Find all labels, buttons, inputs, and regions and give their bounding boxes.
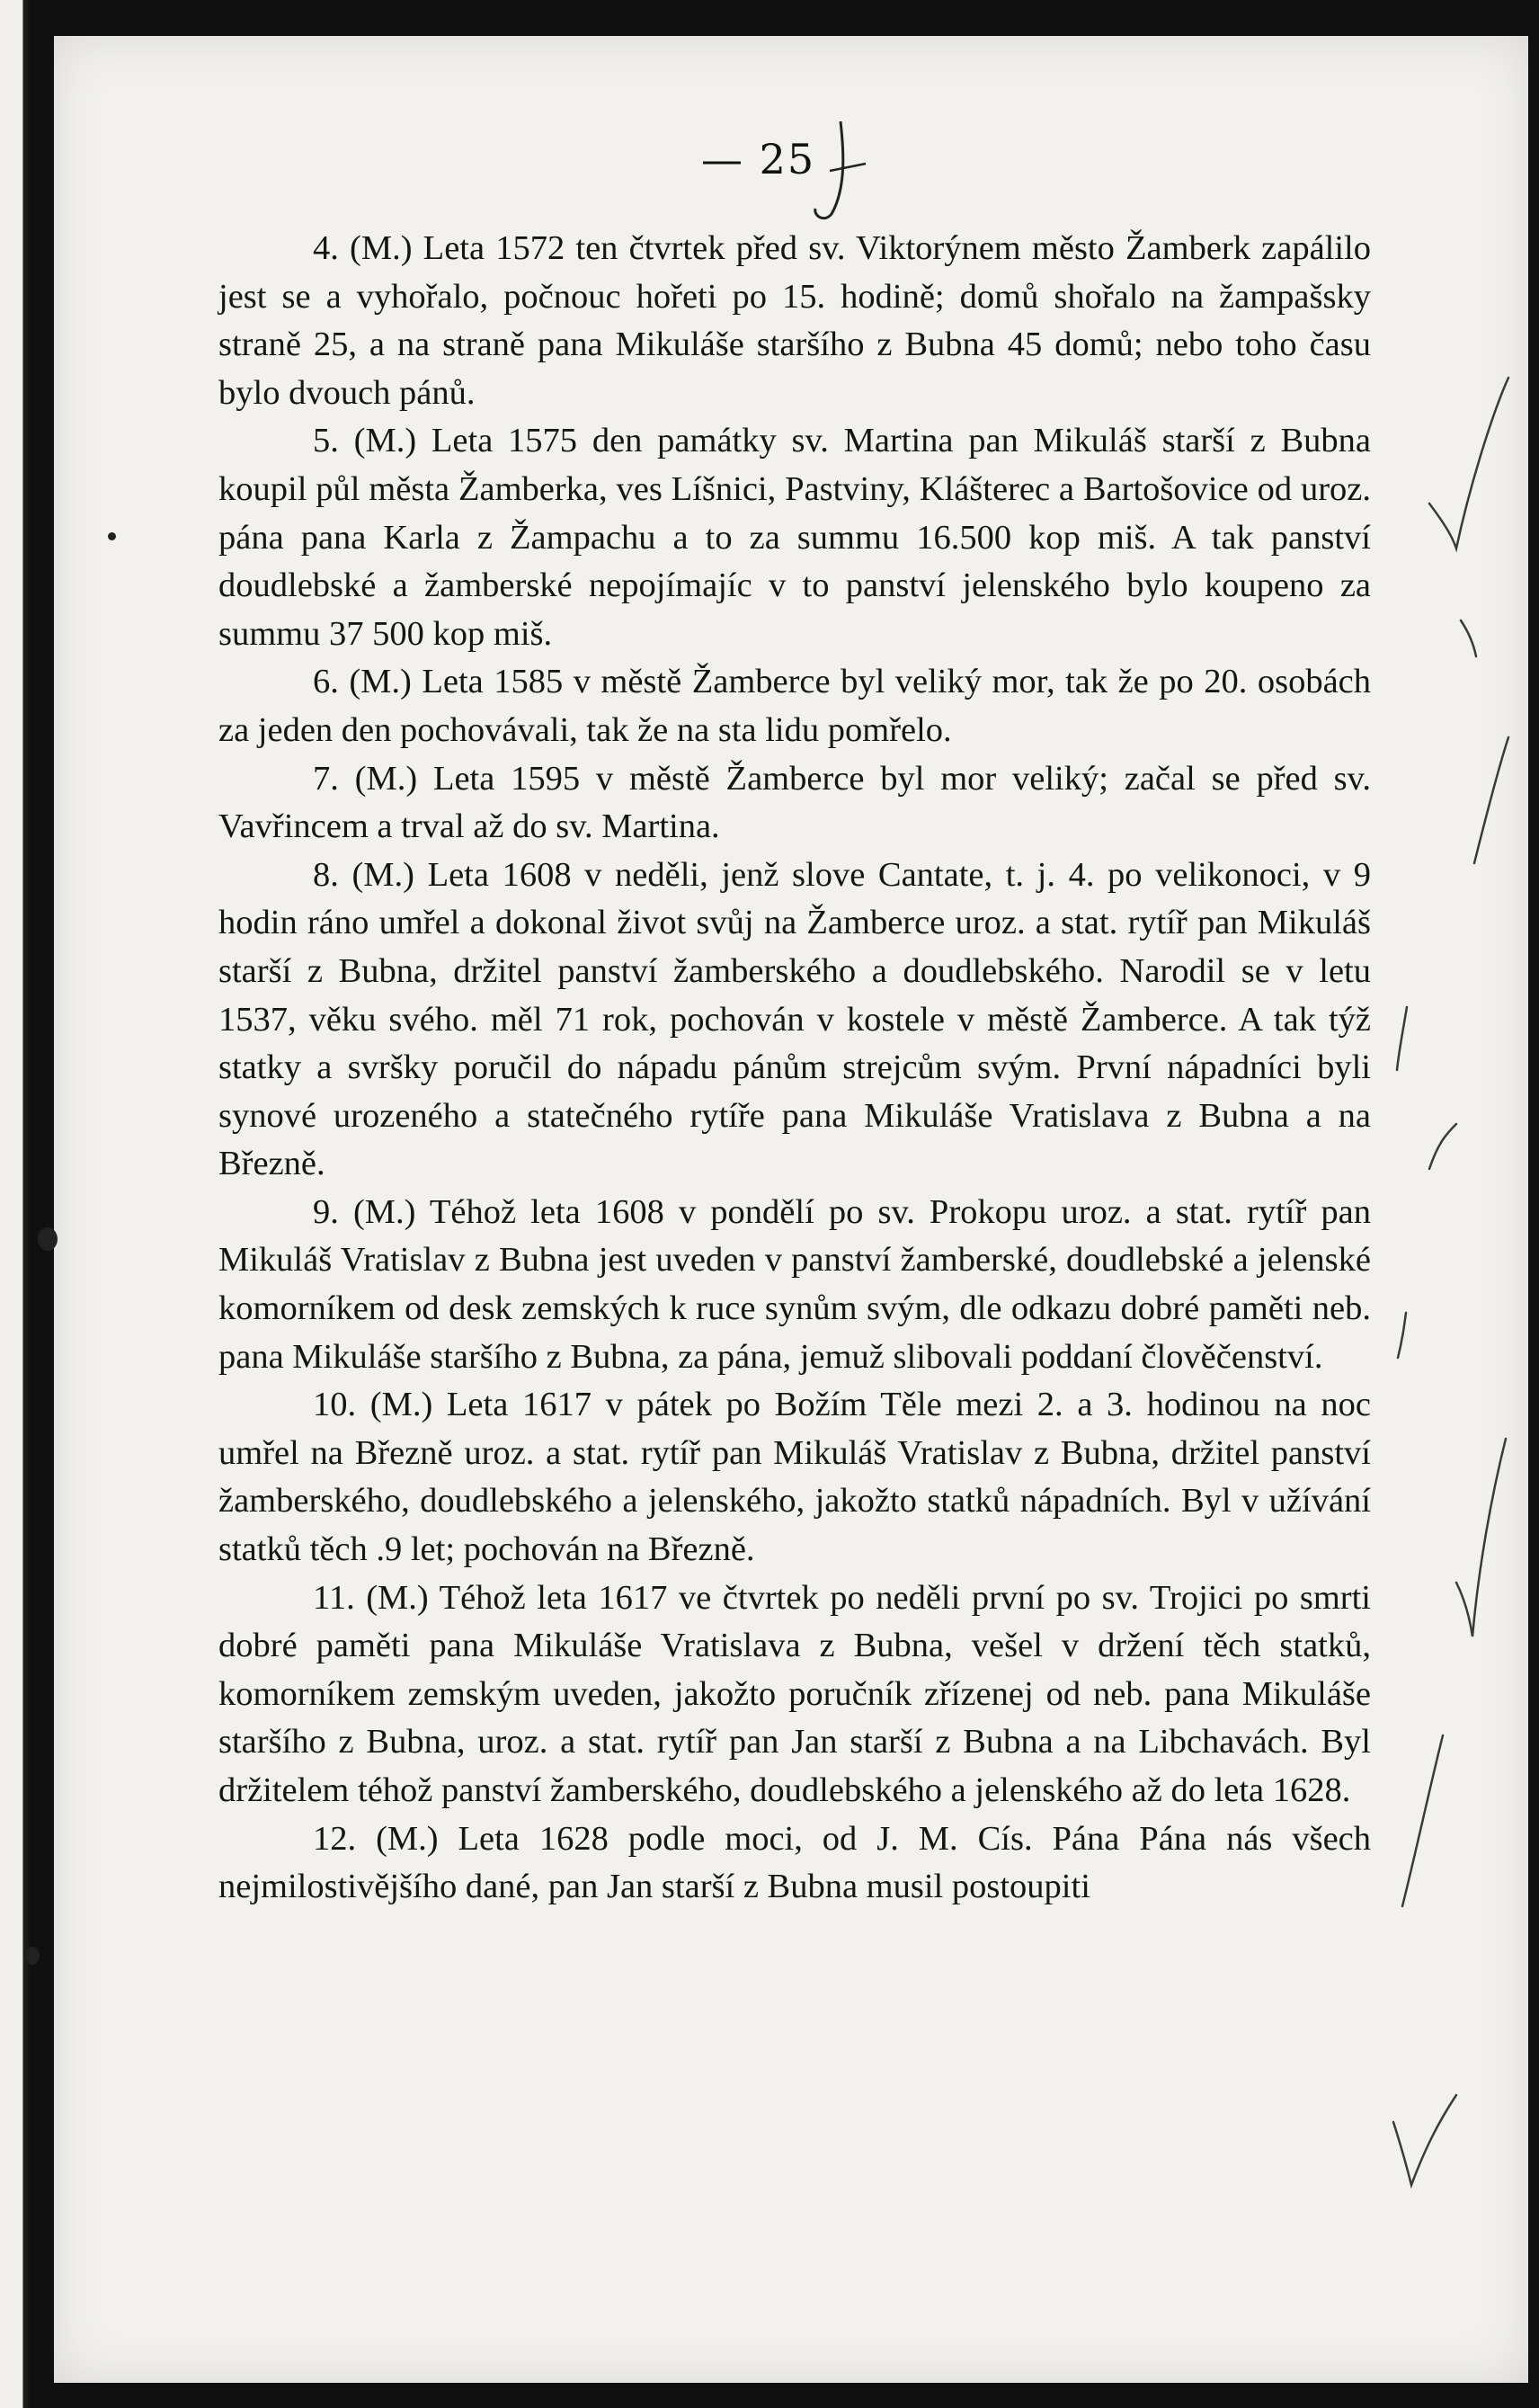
paragraph-5: 5. (M.) Leta 1575 den památky sv. Martina pan Mikuláš starší z Bubna koupil půl města Žamberka, ves Líšnici, Pastviny, Klášterec a Bartošovice od uroz. pána pana Karla z Žampachu a to za summu 16.500 kop miš. A tak panství doudlebské a žamberské nepojímajíc v to panství jelenského bylo koupeno za summu 37 500 kop miš. [218, 422, 1371, 653]
page-number: — 25 [701, 135, 816, 183]
margin-dot [38, 1227, 58, 1251]
paragraph-10: 10. (M.) Leta 1617 v pátek po Božím Těle mezi 2. a 3. hodinou na noc umřel na Březně uroz. a stat. rytíř pan Mikuláš Vratislav z Bubna, držitel panství žamberského, doudlebského a jelenského, jakožto statků nápadních. Byl v užívání statků těch .9 let; pochován na Březně. [218, 1386, 1371, 1569]
check-mark-4 [1397, 1007, 1407, 1070]
check-mark-3 [1474, 737, 1508, 863]
check-mark-7 [1456, 1439, 1506, 1637]
check-mark-9 [1393, 2095, 1456, 2185]
binding-edge [0, 0, 32, 2408]
check-mark-1 [1429, 378, 1508, 548]
pencil-check-mark [805, 117, 867, 225]
paragraph-4: 4. (M.) Leta 1572 ten čtvrtek před sv. Viktorýnem město Žamberk zapálilo jest se a vyhořalo, počnouc hořeti po 15. hodině; domů shořalo na žampašsky straně 25, a na straně pana Mikuláše staršího z Bubna 45 domů; nebo toho času bylo dvouch pánů. [218, 229, 1371, 412]
body-text [218, 225, 1371, 1912]
paragraph-6: 6. (M.) Leta 1585 v městě Žamberce byl veliký mor, tak že po 20. osobách za jeden den pochovávali, tak že na sta lidu pomřelo. [218, 663, 1371, 749]
paragraph-7: 7. (M.) Leta 1595 v městě Žamberce byl mor veliký; začal se před sv. Vavřincem a trval až do sv. Martina. [218, 759, 1371, 846]
check-mark-8 [1402, 1735, 1443, 1906]
paragraph-12: 12. (M.) Leta 1628 podle moci, od J. M. Cís. Pána Pána nás všech nejmilostivějšího dané, pan Jan starší z Bubna musil postoupiti [218, 1819, 1371, 1906]
paragraph-11: 11. (M.) Téhož leta 1617 ve čtvrtek po neděli první po sv. Trojici po smrti dobré paměti pana Mikuláše Vratislava z Bubna, vešel v držení těch statků, komorníkem zemským uveden, jakožto poručník zřízenej od neb. pana Mikuláše staršího z Bubna, uroz. a stat. rytíř pan Jan starší z Bubna a na Libchavách. Byl držitelem téhož panství žamberského, doudlebského a jelenského až do leta 1628. [218, 1578, 1371, 1809]
margin-check-marks [1375, 360, 1510, 2248]
paragraph-8: 8. (M.) Leta 1608 v neděli, jenž slove Cantate, t. j. 4. po velikonoci, v 9 hodin ráno umřel a dokonal život svůj na Žamberce uroz. a stat. rytíř pan Mikuláš starší z Bubna, držitel panství žamberského a doudlebského. Narodil se v letu 1537, věku svého. měl 71 rok, pochován v kostele v městě Žamberce. A tak týž statky a svršky poručil do nápadu pánům strejcům svým. První nápadníci byli synové urozeného a statečného rytíře pana Mikuláše Vratislava z Bubna a na Březně. [218, 855, 1371, 1183]
margin-dot [25, 1947, 40, 1965]
paragraph-9: 9. (M.) Téhož leta 1608 v pondělí po sv. Prokopu uroz. a stat. rytíř pan Mikuláš Vratislav z Bubna jest uveden v panství žamberské, doudlebské a jelenské komorníkem od desk zemských k ruce synům svým, dle odkazu dobré paměti neb. pana Mikuláše staršího z Bubna, za pána, jemuž slibovali poddaní člověčenství. [218, 1192, 1371, 1376]
check-mark-6 [1398, 1313, 1406, 1358]
check-mark-5 [1429, 1124, 1456, 1169]
margin-dot [108, 532, 116, 540]
check-mark-2 [1461, 620, 1476, 656]
